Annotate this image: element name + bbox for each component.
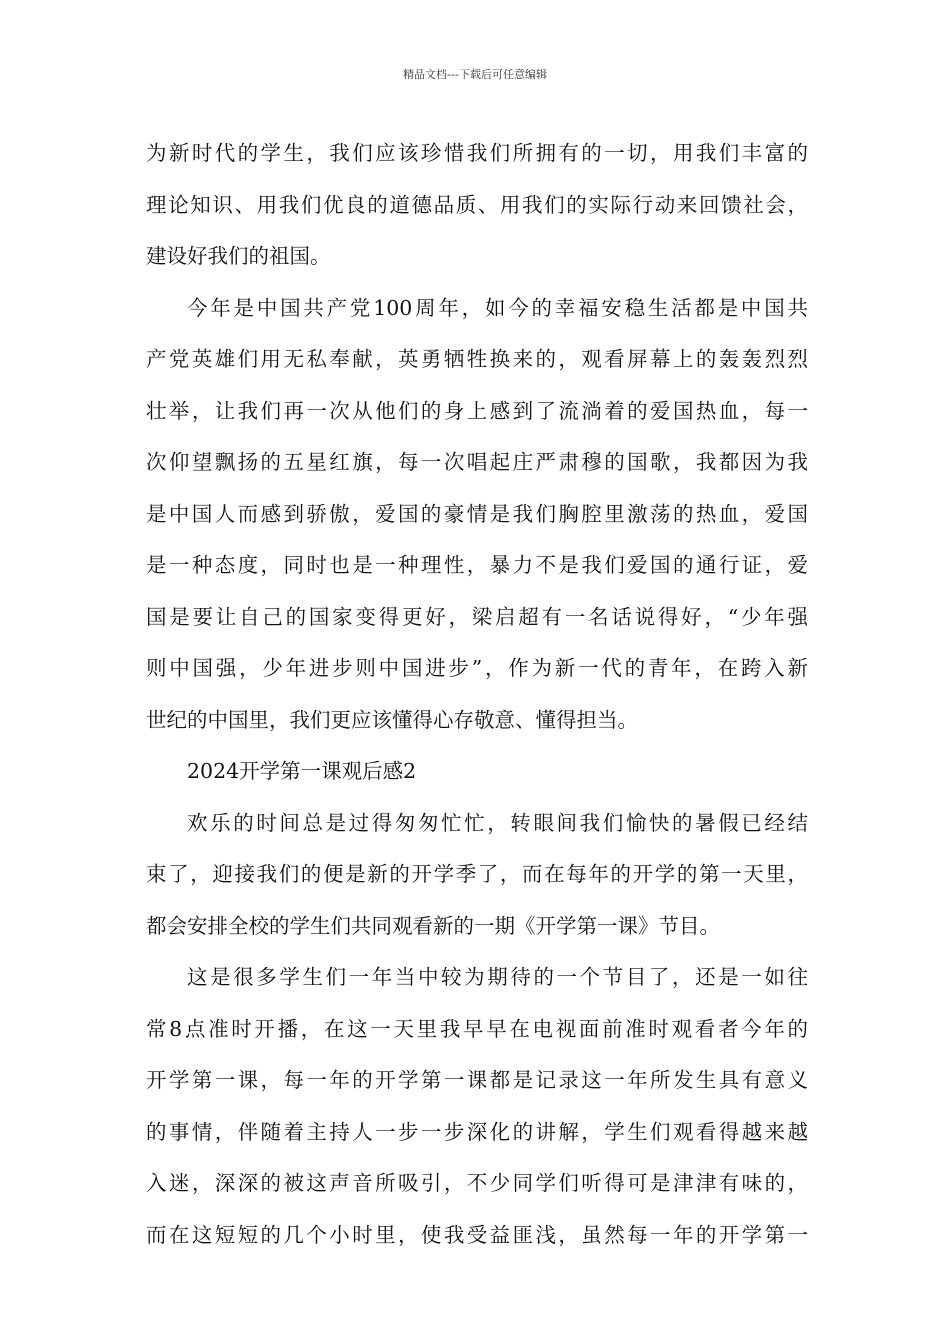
section-heading: 2024开学第一课观后感2	[187, 759, 417, 783]
text-line: 壮举，让我们再一次从他们的身上感到了流淌着的爱国热血，每一	[146, 398, 808, 423]
text-line: 的事情，伴随着主持人一步一步深化的讲解，学生们观看得越来越	[146, 1119, 808, 1144]
text-line: 而在这短短的几个小时里，使我受益匪浅，虽然每一年的开学第一	[146, 1222, 808, 1247]
text-line: 束了，迎接我们的便是新的开学季了，而在每年的开学的第一天里，	[146, 862, 808, 886]
paragraph-first-line: 欢乐的时间总是过得匆匆忙忙，转眼间我们愉快的暑假已经结	[187, 810, 808, 835]
text-line: 国是要让自己的国家变得更好，梁启超有一名话说得好，“少年强	[146, 604, 808, 629]
text-line: 开学第一课，每一年的开学第一课都是记录这一年所发生具有意义	[146, 1068, 808, 1092]
page-header: 精品文档---下载后可任意编辑	[403, 68, 547, 81]
paragraph-first-line: 这是很多学生们一年当中较为期待的一个节目了，还是一如往	[187, 965, 808, 989]
text-line: 产党英雄们用无私奉献，英勇牺牲换来的，观看屏幕上的轰轰烈烈	[146, 347, 808, 371]
text-line: 次仰望飘扬的五星红旗，每一次唱起庄严肃穆的国歌，我都因为我	[146, 450, 808, 474]
text-line: 则中国强，少年进步则中国进步”，作为新一代的青年，在跨入新	[146, 656, 808, 680]
text-line: 建设好我们的祖国。	[146, 244, 331, 268]
text-line: 为新时代的学生，我们应该珍惜我们所拥有的一切，用我们丰富的	[146, 141, 808, 165]
document-body	[146, 128, 808, 1261]
text-line: 是中国人而感到骄傲，爱国的豪情是我们胸腔里激荡的热血，爱国	[146, 501, 808, 526]
text-line: 世纪的中国里，我们更应该懂得心存敬意、懂得担当。	[146, 707, 638, 732]
paragraph-first-line: 今年是中国共产党100周年，如今的幸福安稳生活都是中国共	[187, 295, 808, 320]
text-line: 入迷，深深的被这声音所吸引，不少同学们听得可是津津有味的，	[146, 1171, 808, 1195]
text-line: 都会安排全校的学生们共同观看新的一期《开学第一课》节目。	[146, 913, 720, 938]
text-line: 常8点准时开播，在这一天里我早早在电视面前准时观看者今年的	[146, 1016, 808, 1041]
text-line: 是一种态度，同时也是一种理性，暴力不是我们爱国的通行证，爱	[146, 553, 808, 577]
text-line: 理论知识、用我们优良的道德品质、用我们的实际行动来回馈社会，	[146, 192, 808, 217]
